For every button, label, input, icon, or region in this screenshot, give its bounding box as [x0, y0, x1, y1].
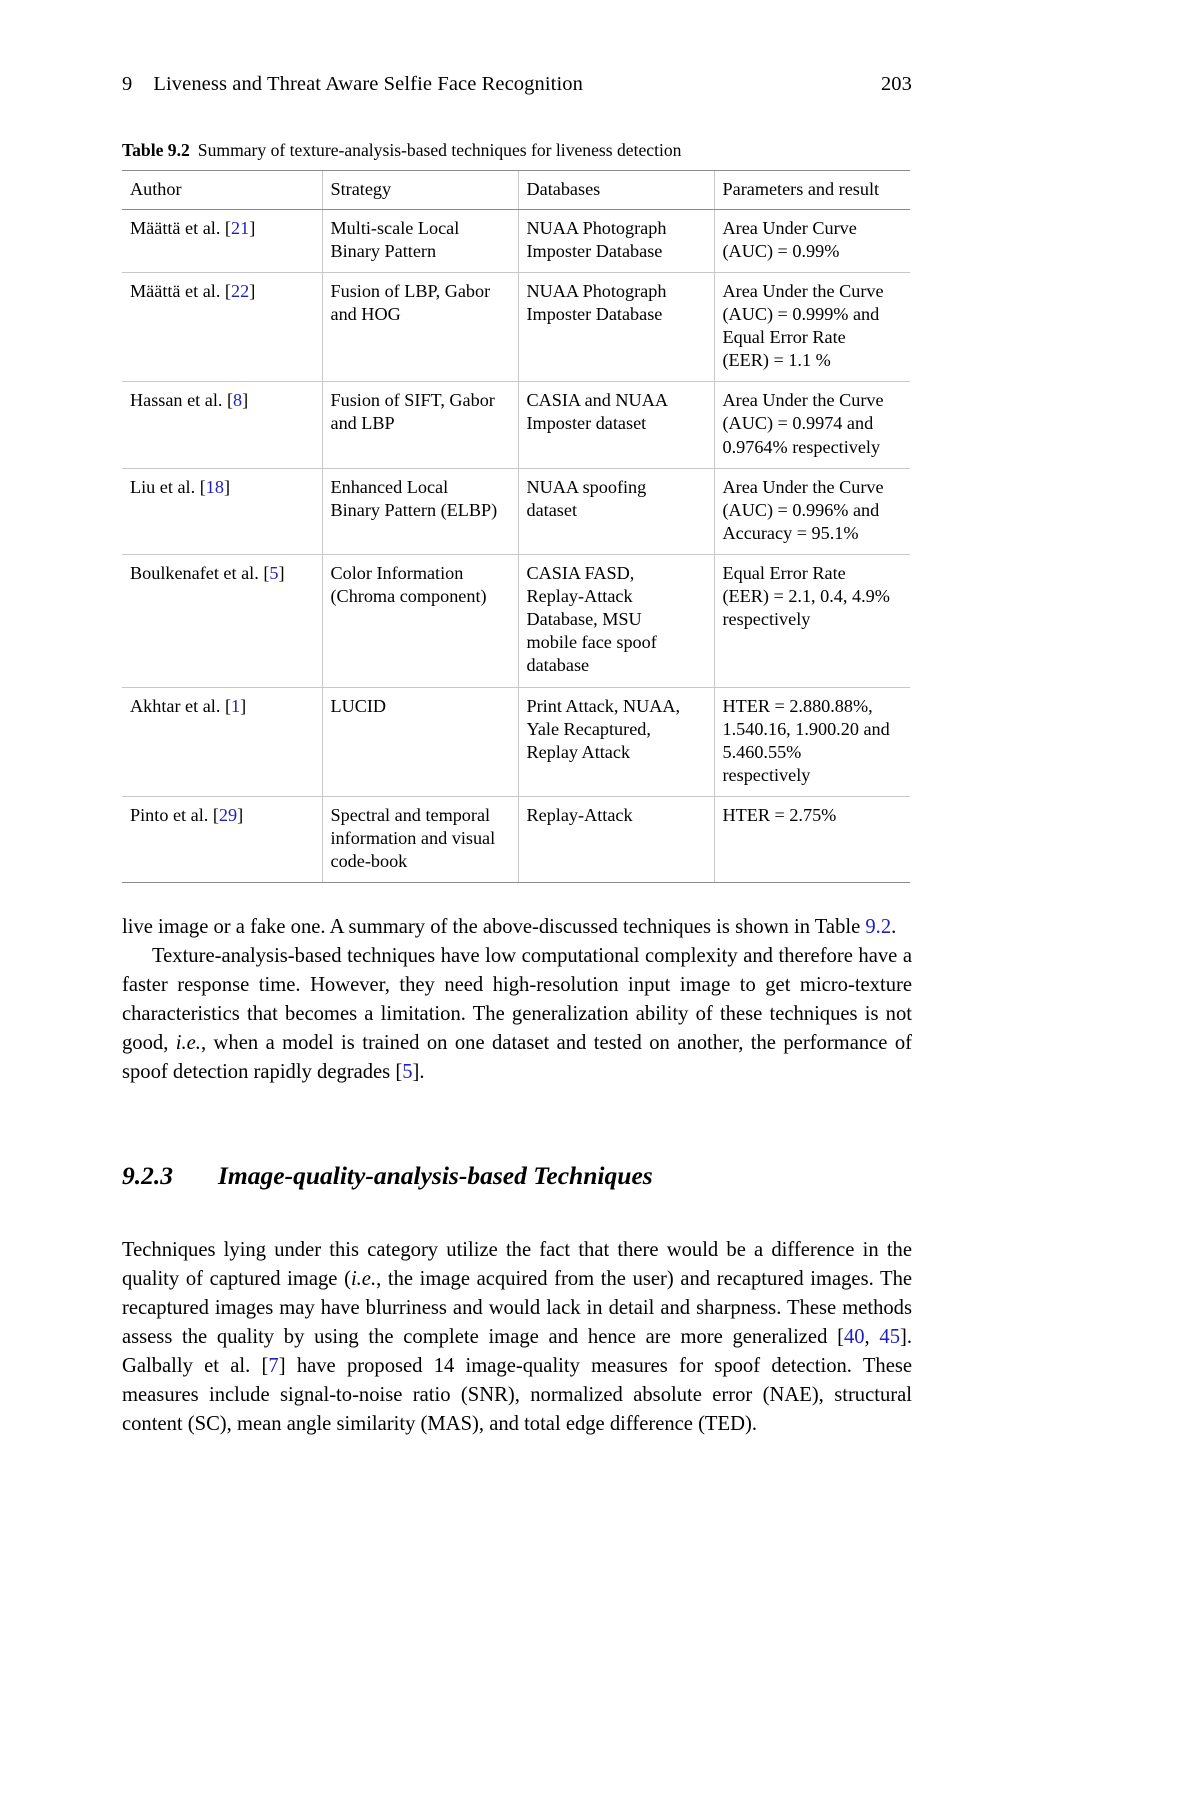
cell-author	[122, 209, 322, 272]
author-name: Määttä et al. [	[130, 280, 231, 301]
cell-line: Accuracy = 95.1%	[722, 522, 859, 543]
cell-strategy	[322, 687, 518, 796]
cell-line: (AUC) = 0.9974 and	[722, 413, 874, 434]
cell-line: Equal Error Rate	[722, 563, 846, 583]
cell-line: 0.9764% respectively	[722, 436, 881, 457]
chapter-title: Liveness and Threat Aware Selfie Face Recognition	[153, 73, 583, 95]
cell-line: HTER = 2.75%	[722, 804, 837, 825]
cell-line: Binary Pattern	[330, 240, 437, 261]
table-header-row	[122, 170, 910, 209]
paragraph-texture-text-c: ].	[412, 1061, 425, 1084]
cell-parameters	[714, 687, 910, 796]
cell-databases	[518, 468, 714, 554]
cell-line: Color Information	[330, 563, 464, 583]
paragraph-summary-text-b: .	[891, 916, 897, 939]
author-bracket-close: ]	[237, 804, 244, 825]
cell-line: (EER) = 1.1 %	[722, 350, 831, 371]
cell-strategy	[322, 382, 518, 468]
cell-author	[122, 687, 322, 796]
cell-databases	[518, 796, 714, 882]
cell-line: HTER = 2.880.88%,	[722, 695, 873, 716]
section-number: 9.2.3	[122, 1160, 173, 1190]
cell-line: information and visual	[330, 828, 496, 849]
cell-author	[122, 382, 322, 468]
cell-line: code-book	[330, 851, 408, 872]
cell-line: NUAA Photograph	[526, 280, 667, 301]
cell-databases	[518, 687, 714, 796]
page-content	[122, 72, 912, 1439]
cell-line: Area Under Curve	[722, 217, 857, 238]
author-name: Liu et al. [	[130, 476, 206, 497]
cell-parameters	[714, 382, 910, 468]
cell-line: Area Under the Curve	[722, 280, 884, 301]
cell-parameters	[714, 272, 910, 381]
cell-line: Imposter Database	[526, 304, 663, 325]
section-body	[122, 1236, 912, 1439]
author-bracket-close: ]	[242, 390, 249, 411]
column-header-databases: Databases	[518, 170, 714, 209]
cell-line: Replay Attack	[526, 741, 631, 762]
citation-link[interactable]: 8	[233, 390, 243, 411]
table-row	[122, 382, 910, 468]
citation-link[interactable]: 1	[231, 695, 241, 716]
table-caption-text: Summary of texture-analysis-based techniques for liveness detection	[197, 139, 682, 160]
cell-line: LUCID	[330, 695, 387, 716]
iq-text-c: ]. Galbally et al. [	[122, 1325, 912, 1377]
cell-line: Replay-Attack	[526, 804, 633, 825]
cell-parameters	[714, 555, 910, 688]
cell-line: Binary Pattern (ELBP)	[330, 499, 498, 520]
cell-databases	[518, 272, 714, 381]
citation-ref-5[interactable]: 5	[402, 1061, 413, 1084]
cell-strategy	[322, 209, 518, 272]
cell-parameters	[714, 209, 910, 272]
paragraph-image-quality	[122, 1236, 912, 1439]
cell-line: Equal Error Rate	[722, 327, 846, 348]
cell-line: mobile face spoof	[526, 632, 657, 653]
table-row	[122, 555, 910, 688]
author-bracket-close: ]	[240, 695, 247, 716]
chapter-number: 9	[122, 73, 133, 95]
table-head	[122, 170, 910, 209]
table-row	[122, 209, 910, 272]
author-name: Akhtar et al. [	[130, 695, 231, 716]
iq-sep: ,	[864, 1325, 880, 1348]
cell-strategy	[322, 555, 518, 688]
cell-strategy	[322, 796, 518, 882]
author-name: Hassan et al. [	[130, 390, 234, 411]
summary-table	[122, 170, 910, 884]
cell-line: dataset	[526, 499, 577, 520]
cell-line: Imposter dataset	[526, 413, 647, 434]
cell-line: Fusion of SIFT, Gabor	[330, 390, 495, 411]
citation-ref-45[interactable]: 45	[879, 1325, 900, 1348]
author-bracket-close: ]	[278, 563, 285, 583]
cell-parameters	[714, 796, 910, 882]
cell-line: Area Under the Curve	[722, 390, 884, 411]
cell-parameters	[714, 468, 910, 554]
cell-strategy	[322, 272, 518, 381]
cell-line: and HOG	[330, 304, 401, 325]
cell-line: and LBP	[330, 413, 395, 434]
cell-databases	[518, 382, 714, 468]
cell-line: Enhanced Local	[330, 476, 449, 497]
author-bracket-close: ]	[249, 217, 256, 238]
citation-ref-40[interactable]: 40	[843, 1325, 865, 1348]
running-head	[122, 72, 912, 97]
section-heading-wrap	[122, 1161, 912, 1191]
running-head-left	[122, 72, 583, 97]
paragraph-summary	[122, 913, 912, 942]
iq-text-a: Techniques lying under this category utilize the fact that there would be a difference in the quality of captured image (	[122, 1238, 912, 1290]
cell-line: respectively	[722, 609, 811, 630]
cell-line: (AUC) = 0.999% and	[722, 304, 880, 325]
table-row	[122, 468, 910, 554]
table-row	[122, 687, 910, 796]
cell-line: respectively	[722, 764, 811, 785]
cell-line: Imposter Database	[526, 240, 663, 261]
column-header-author: Author	[122, 170, 322, 209]
cell-strategy	[322, 468, 518, 554]
table-row	[122, 272, 910, 381]
citation-link[interactable]: 22	[231, 280, 250, 301]
table-row	[122, 796, 910, 882]
cell-line: Multi-scale Local	[330, 217, 460, 238]
cell-line: (AUC) = 0.996% and	[722, 499, 880, 520]
paragraph-texture-text-a: Texture-analysis-based techniques have low computational complexity and therefore have a faster response time. However, they need high-resolution input image to get micro-texture characteristics that becomes a limitation. The generalization ability of these techniques is not good,	[122, 945, 912, 1055]
column-header-parameters: Parameters and result	[714, 170, 910, 209]
iq-text-d: ] have proposed 14 image-quality measures for spoof detection. These measures include signal-to-noise ratio (SNR), normalized absolute error (NAE), structural content (SC), mean angle similarity (MAS), and total edge difference (TED).	[122, 1354, 912, 1435]
table-caption-label: Table 9.2	[122, 139, 190, 160]
author-bracket-close: ]	[249, 280, 256, 301]
paragraph-summary-text-a: live image or a fake one. A summary of the above-discussed techniques is shown in Table	[122, 916, 866, 939]
author-name: Pinto et al. [	[130, 804, 219, 825]
cell-author	[122, 468, 322, 554]
table-cross-reference[interactable]: 9.2	[865, 916, 892, 939]
paragraph-texture-analysis	[122, 942, 912, 1087]
citation-link[interactable]: 21	[231, 217, 250, 238]
cell-line: (AUC) = 0.99%	[722, 240, 840, 261]
cell-line: NUAA Photograph	[526, 217, 667, 238]
cell-line: Fusion of LBP, Gabor	[330, 280, 491, 301]
author-name: Määttä et al. [	[130, 217, 231, 238]
cell-author	[122, 555, 322, 688]
cell-databases	[518, 555, 714, 688]
cell-line: NUAA spoofing	[526, 476, 647, 497]
cell-line: (Chroma component)	[330, 586, 487, 607]
cell-author	[122, 796, 322, 882]
cell-author	[122, 272, 322, 381]
cell-line: Yale Recaptured,	[526, 718, 651, 739]
table-caption	[122, 140, 912, 162]
section-heading	[122, 1161, 912, 1191]
author-name: Boulkenafet et al. [	[130, 563, 270, 583]
cell-databases	[518, 209, 714, 272]
section-title: Image-quality-analysis-based Techniques	[218, 1160, 653, 1190]
citation-link[interactable]: 29	[218, 804, 238, 825]
page-number: 203	[880, 73, 912, 95]
cell-line: Area Under the Curve	[722, 476, 884, 497]
latin-abbrev-ie: i.e.	[175, 1032, 201, 1055]
citation-link[interactable]: 18	[205, 476, 224, 497]
latin-abbrev-ie-2: i.e.	[350, 1267, 377, 1290]
cell-line: Spectral and temporal	[330, 804, 491, 825]
table-body	[122, 209, 910, 883]
cell-line: CASIA FASD,	[526, 563, 635, 583]
cell-line: 5.460.55%	[722, 741, 802, 762]
cell-line: database	[526, 655, 590, 676]
cell-line: Database, MSU	[526, 609, 642, 630]
cell-line: CASIA and NUAA	[526, 390, 668, 411]
citation-ref-7[interactable]: 7	[268, 1354, 279, 1377]
cell-line: (EER) = 2.1, 0.4, 4.9%	[722, 586, 890, 607]
citation-link[interactable]: 5	[269, 563, 279, 583]
column-header-strategy: Strategy	[322, 170, 518, 209]
paragraph-texture-text-b: , when a model is trained on one dataset and tested on another, the performance of spoof detection rapidly degrades [	[122, 1032, 913, 1084]
cell-line: 1.540.16, 1.900.20 and	[722, 718, 890, 739]
cell-line: Replay-Attack	[526, 586, 633, 607]
cell-line: Print Attack, NUAA,	[526, 695, 681, 716]
author-bracket-close: ]	[223, 476, 231, 497]
iq-text-b: , the image acquired from the user) and recaptured images. The recaptured images may have blurriness and would lack in detail and sharpness. These methods assess the quality by using the complete image and hence are more generalized [	[122, 1267, 913, 1348]
